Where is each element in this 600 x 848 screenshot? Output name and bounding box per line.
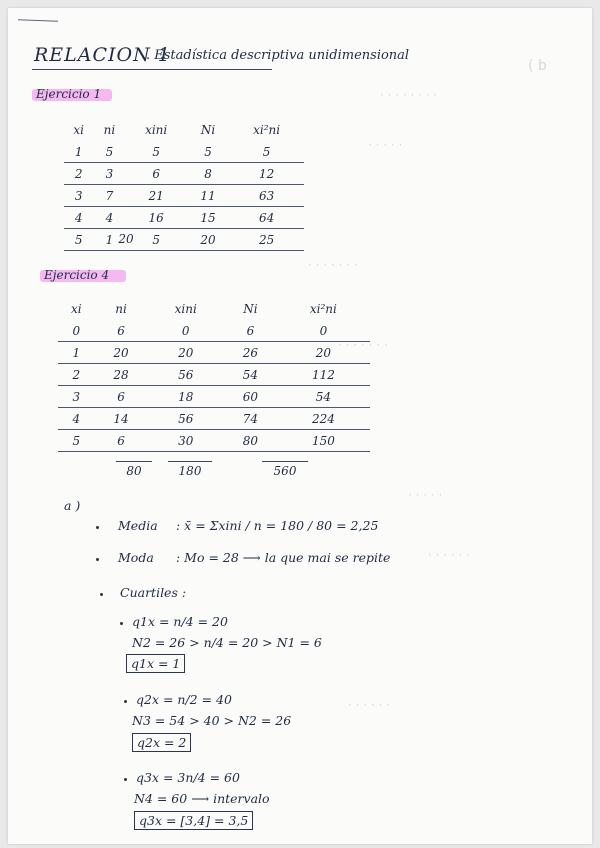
table-cell: 5 xyxy=(93,141,125,163)
q1-result-box: q1x = 1 xyxy=(126,654,185,673)
table-row xyxy=(58,408,370,430)
table-row xyxy=(64,207,304,229)
table-cell: 4 xyxy=(58,408,95,430)
table-cell: 60 xyxy=(224,386,277,408)
table-row xyxy=(58,430,370,452)
column-header: Ni xyxy=(243,302,258,316)
bleed-through-text: · · · · · · · · xyxy=(380,88,438,102)
bleed-through-text: · · · · · xyxy=(368,138,403,152)
bleed-through-text: · · · · · · xyxy=(428,548,470,562)
q2-result xyxy=(132,735,191,750)
bleed-through-text: ( b xyxy=(528,58,547,74)
moda-label: Moda xyxy=(118,550,154,565)
table-cell: 54 xyxy=(224,364,277,386)
table-cell: 0 xyxy=(58,320,95,342)
bleed-through-text: · · · · · xyxy=(408,488,443,502)
table-row xyxy=(64,185,304,207)
table-cell: 150 xyxy=(277,430,370,452)
table-row xyxy=(58,386,370,408)
q1-comparison: N2 = 26 > n/4 = 20 > N1 = 6 xyxy=(132,635,322,650)
table-cell: 1 xyxy=(64,141,93,163)
column-header: Ni xyxy=(200,123,216,137)
part-a-label: a ) xyxy=(64,498,81,513)
table-cell: 7 xyxy=(93,185,125,207)
table-cell: 5 xyxy=(64,229,93,251)
table-cell: 1 xyxy=(58,342,95,364)
column-header: xi²ni xyxy=(253,123,281,137)
table-cell: 56 xyxy=(147,364,224,386)
table-cell: 6 xyxy=(95,430,148,452)
table-cell: 5 xyxy=(229,141,304,163)
exercise-4-table xyxy=(58,298,370,452)
bullet xyxy=(120,622,123,625)
table-cell: 63 xyxy=(229,185,304,207)
table-row xyxy=(64,141,304,163)
table-cell: 0 xyxy=(147,320,224,342)
table-cell: 1 xyxy=(93,229,125,251)
table-cell: 2 xyxy=(64,163,93,185)
table-cell: 26 xyxy=(224,342,277,364)
media-formula: : x̄ = Σxini / n = 180 / 80 = 2,25 xyxy=(176,518,379,533)
table-cell: 20 xyxy=(277,342,370,364)
cuartiles-label: Cuartiles : xyxy=(120,585,187,600)
media-label: Media xyxy=(118,518,158,533)
table-cell: 20 xyxy=(147,342,224,364)
total-ni: 80 xyxy=(126,464,142,478)
column-header: xi²ni xyxy=(309,302,337,316)
table-cell: 80 xyxy=(224,430,277,452)
table-cell: 4 xyxy=(93,207,125,229)
table-row xyxy=(58,364,370,386)
column-header: xini xyxy=(145,123,168,137)
q1-result xyxy=(126,656,185,671)
table-cell: 5 xyxy=(58,430,95,452)
table-cell: 64 xyxy=(229,207,304,229)
table-cell: 0 xyxy=(277,320,370,342)
total-underline xyxy=(168,461,212,462)
table-cell: 5 xyxy=(187,141,229,163)
pen-mark xyxy=(18,19,58,21)
table-cell: 2 xyxy=(58,364,95,386)
table-cell: 25 xyxy=(229,229,304,251)
table-cell: 15 xyxy=(187,207,229,229)
bleed-through-text: · · · · · · xyxy=(348,698,390,712)
q3-result-box: q3x = [3,4] = 3,5 xyxy=(134,811,253,830)
table-cell: 6 xyxy=(95,320,148,342)
bullet xyxy=(96,558,99,561)
column-header: xini xyxy=(174,302,197,316)
total-xini: 180 xyxy=(178,464,202,478)
total-underline xyxy=(262,461,308,462)
table-cell: 6 xyxy=(95,386,148,408)
bullet xyxy=(100,593,103,596)
table-cell: 21 xyxy=(125,185,186,207)
bullet xyxy=(124,700,127,703)
table-cell: 30 xyxy=(147,430,224,452)
q2-formula: q2x = n/2 = 40 xyxy=(136,692,232,707)
table-cell: 20 xyxy=(187,229,229,251)
column-header: ni xyxy=(103,123,116,137)
table-cell: 5 xyxy=(125,229,186,251)
bleed-through-text: · · · · · · · xyxy=(338,338,388,352)
table-row xyxy=(64,163,304,185)
table-cell: 20 xyxy=(95,342,148,364)
total-xi2ni: 560 xyxy=(273,464,297,478)
q2-result-box: q2x = 2 xyxy=(132,733,191,752)
column-header: xi xyxy=(71,302,82,316)
table-cell: 224 xyxy=(277,408,370,430)
q2-comparison: N3 = 54 > 40 > N2 = 26 xyxy=(132,713,292,728)
q3-result xyxy=(134,813,253,828)
exercise-1-table xyxy=(64,119,304,251)
title-underline xyxy=(32,69,272,70)
bullet xyxy=(96,526,99,529)
total-underline xyxy=(116,461,152,462)
bleed-through-text: · · · · · · · xyxy=(308,258,358,272)
table-cell: 112 xyxy=(277,364,370,386)
table-cell: 18 xyxy=(147,386,224,408)
q3-interval-note: N4 = 60 ⟶ intervalo xyxy=(134,791,270,806)
table-cell: 3 xyxy=(58,386,95,408)
notebook-page xyxy=(8,8,592,844)
column-header: ni xyxy=(115,302,127,316)
page-title: RELACION 1 xyxy=(34,44,171,66)
exercise-4-heading: Ejercicio 4 xyxy=(44,268,110,282)
table-cell: 5 xyxy=(125,141,186,163)
column-header: xi xyxy=(73,123,84,137)
table-row xyxy=(58,342,370,364)
table-cell: 54 xyxy=(277,386,370,408)
table-cell: 14 xyxy=(95,408,148,430)
table-cell: 56 xyxy=(147,408,224,430)
table-cell: 3 xyxy=(64,185,93,207)
moda-formula: : Mo = 28 ⟶ la que mai se repite xyxy=(176,550,391,565)
table-header-row xyxy=(64,119,304,141)
bullet xyxy=(124,778,127,781)
table-cell: 8 xyxy=(187,163,229,185)
q3-formula: q3x = 3n/4 = 60 xyxy=(136,770,240,785)
q1-formula: q1x = n/4 = 20 xyxy=(132,614,228,629)
table-row xyxy=(58,320,370,342)
table-cell: 3 xyxy=(93,163,125,185)
table-cell: 6 xyxy=(224,320,277,342)
table-cell: 6 xyxy=(125,163,186,185)
exercise-1-heading: Ejercicio 1 xyxy=(36,87,102,101)
table-cell: 11 xyxy=(187,185,229,207)
table-cell: 4 xyxy=(64,207,93,229)
page-subtitle: . Estadística descriptiva unidimensional xyxy=(146,48,410,63)
total-ni: 20 xyxy=(118,232,134,246)
table-cell: 12 xyxy=(229,163,304,185)
table-row xyxy=(64,229,304,251)
table-cell: 28 xyxy=(95,364,148,386)
table-cell: 16 xyxy=(125,207,186,229)
table-header-row xyxy=(58,298,370,320)
table-cell: 74 xyxy=(224,408,277,430)
